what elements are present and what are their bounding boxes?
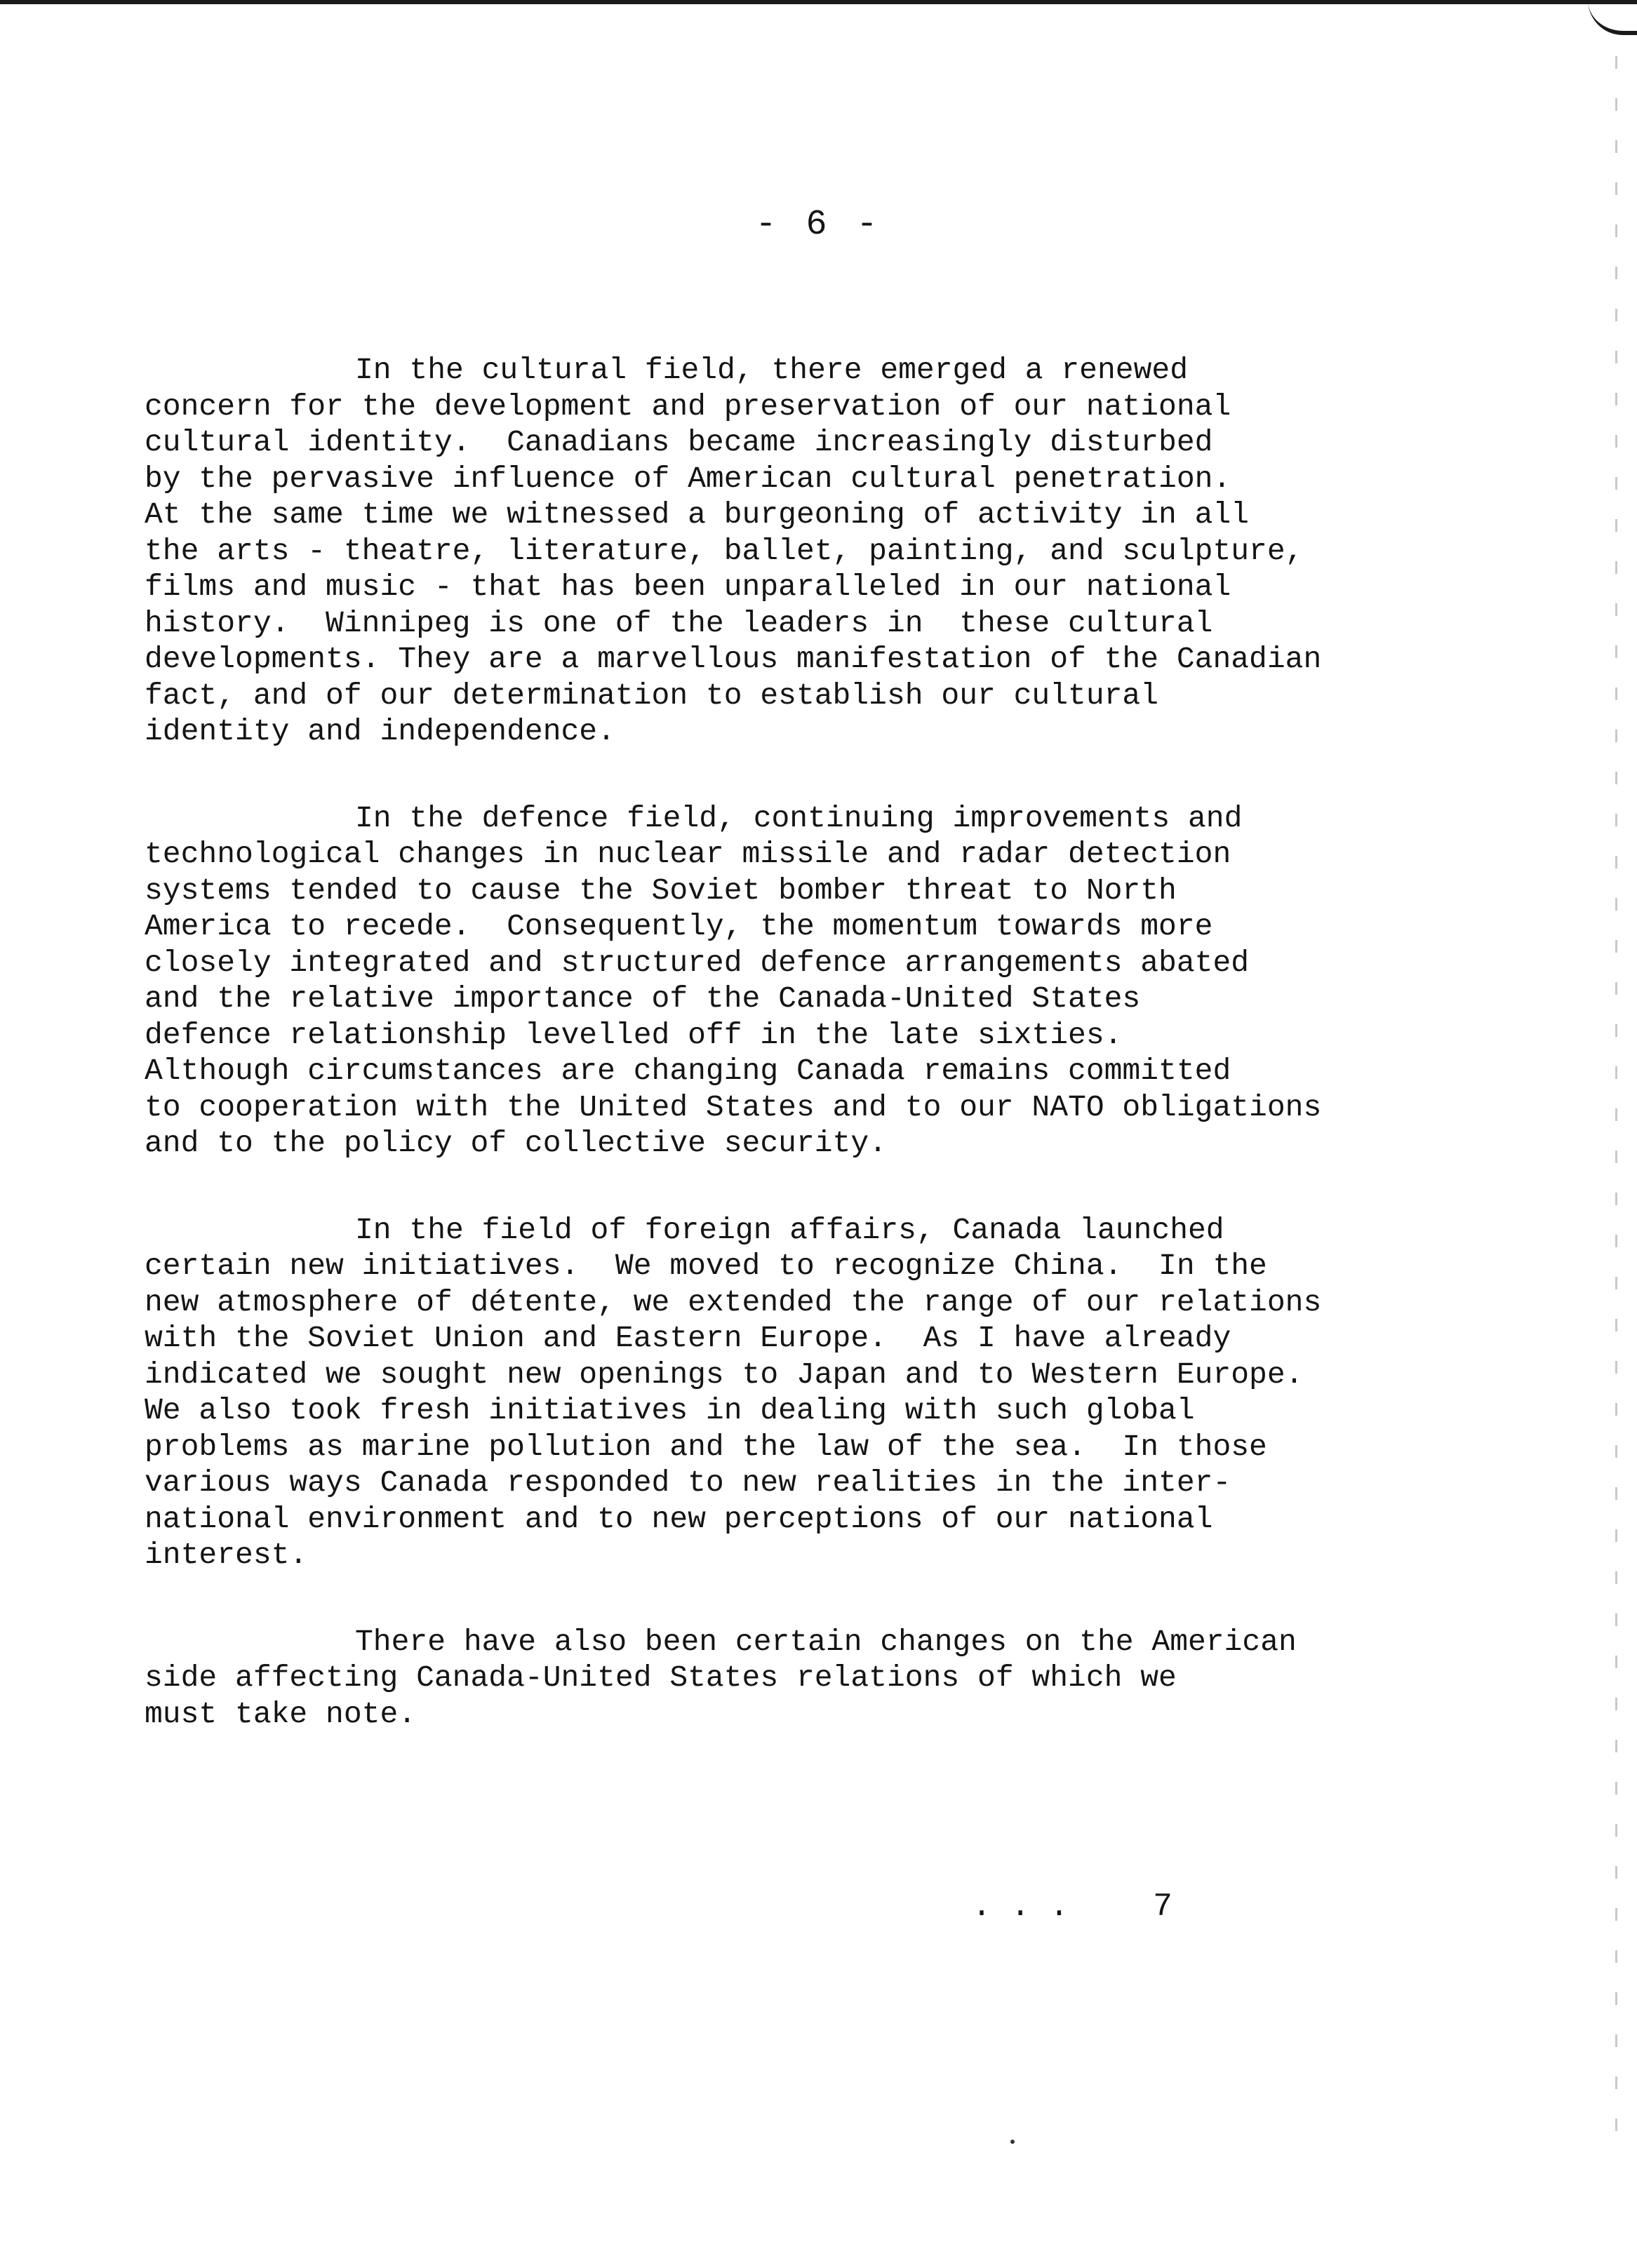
text-line: certain new initiatives. We moved to recognize China. In the [145,1249,1267,1283]
page-top-edge [0,0,1637,4]
continuation-marker [933,1852,1172,1925]
text-line: new atmosphere of détente, we extended the range of our relations [145,1284,1322,1320]
text-line: defence relationship levelled off in the late sixties. [145,1017,1123,1052]
text-line: cultural identity. Canadians became increasingly disturbed [145,425,1213,459]
text-line: must take note. [145,1696,417,1731]
text-line: various ways Canada responded to new realities in the inter- [145,1465,1231,1500]
text-line: with the Soviet Union and Eastern Europe. As I have already [145,1321,1231,1355]
page-corner-curl [1588,0,1637,35]
continuation-ellipsis: . . . [972,1888,1069,1925]
text-line: In the field of foreign affairs, Canada launched [355,1212,1224,1247]
text-line: side affecting Canada-United States relations of which we [145,1660,1177,1695]
text-line: history. Winnipeg is one of the leaders in these cultural [145,605,1213,640]
text-line: problems as marine pollution and the law of the sea. In those [145,1429,1267,1464]
text-line: fact, and of our determination to establish our cultural [145,678,1159,713]
paragraph-foreign-affairs [145,1212,1569,1573]
text-line: to cooperation with the United States and to our NATO obligations [145,1089,1322,1125]
text-line: indicated we sought new openings to Japan and to Western Europe. [145,1357,1304,1392]
text-line: interest. [145,1538,308,1572]
text-line: and the relative importance of the Canada-United States [145,981,1141,1016]
text-line: There have also been certain changes on the American [355,1624,1297,1659]
next-page-number: 7 [1153,1888,1172,1925]
text-line: America to recede. Consequently, the momentum towards more [145,909,1213,944]
text-line: identity and independence. [145,714,615,749]
text-line: systems tended to cause the Soviet bomber threat to North [145,873,1177,908]
page-number: - 6 - [755,205,882,245]
paragraph-american-side [145,1624,1569,1733]
paragraph-cultural [145,352,1569,750]
text-line: In the defence field, continuing improvements and [355,800,1243,836]
text-line: We also took fresh initiatives in dealing with such global [145,1393,1195,1428]
speck-mark [1010,2140,1015,2144]
text-line: national environment and to new perceptions of our national [145,1501,1213,1536]
text-line: developments. They are a marvellous manifestation of the Canadian [145,642,1322,676]
document-body [145,352,1569,1783]
text-line: by the pervasive influence of American cultural penetration. [145,461,1231,496]
text-line: closely integrated and structured defence arrangements abated [145,945,1250,980]
text-line: concern for the development and preservation of our national [145,389,1231,424]
text-line: At the same time we witnessed a burgeoning of activity in all [145,497,1250,532]
text-line: the arts - theatre, literature, ballet, painting, and sculpture, [145,533,1304,568]
paragraph-defence [145,800,1569,1162]
text-line: In the cultural field, there emerged a renewed [355,353,1188,387]
text-line: technological changes in nuclear missile and radar detection [145,837,1231,871]
page-right-edge-mark [1615,56,1617,2161]
text-line: films and music - that has been unparalleled in our national [145,570,1231,604]
text-line: and to the policy of collective security. [145,1126,887,1160]
text-line: Although circumstances are changing Canada remains committed [145,1054,1231,1088]
